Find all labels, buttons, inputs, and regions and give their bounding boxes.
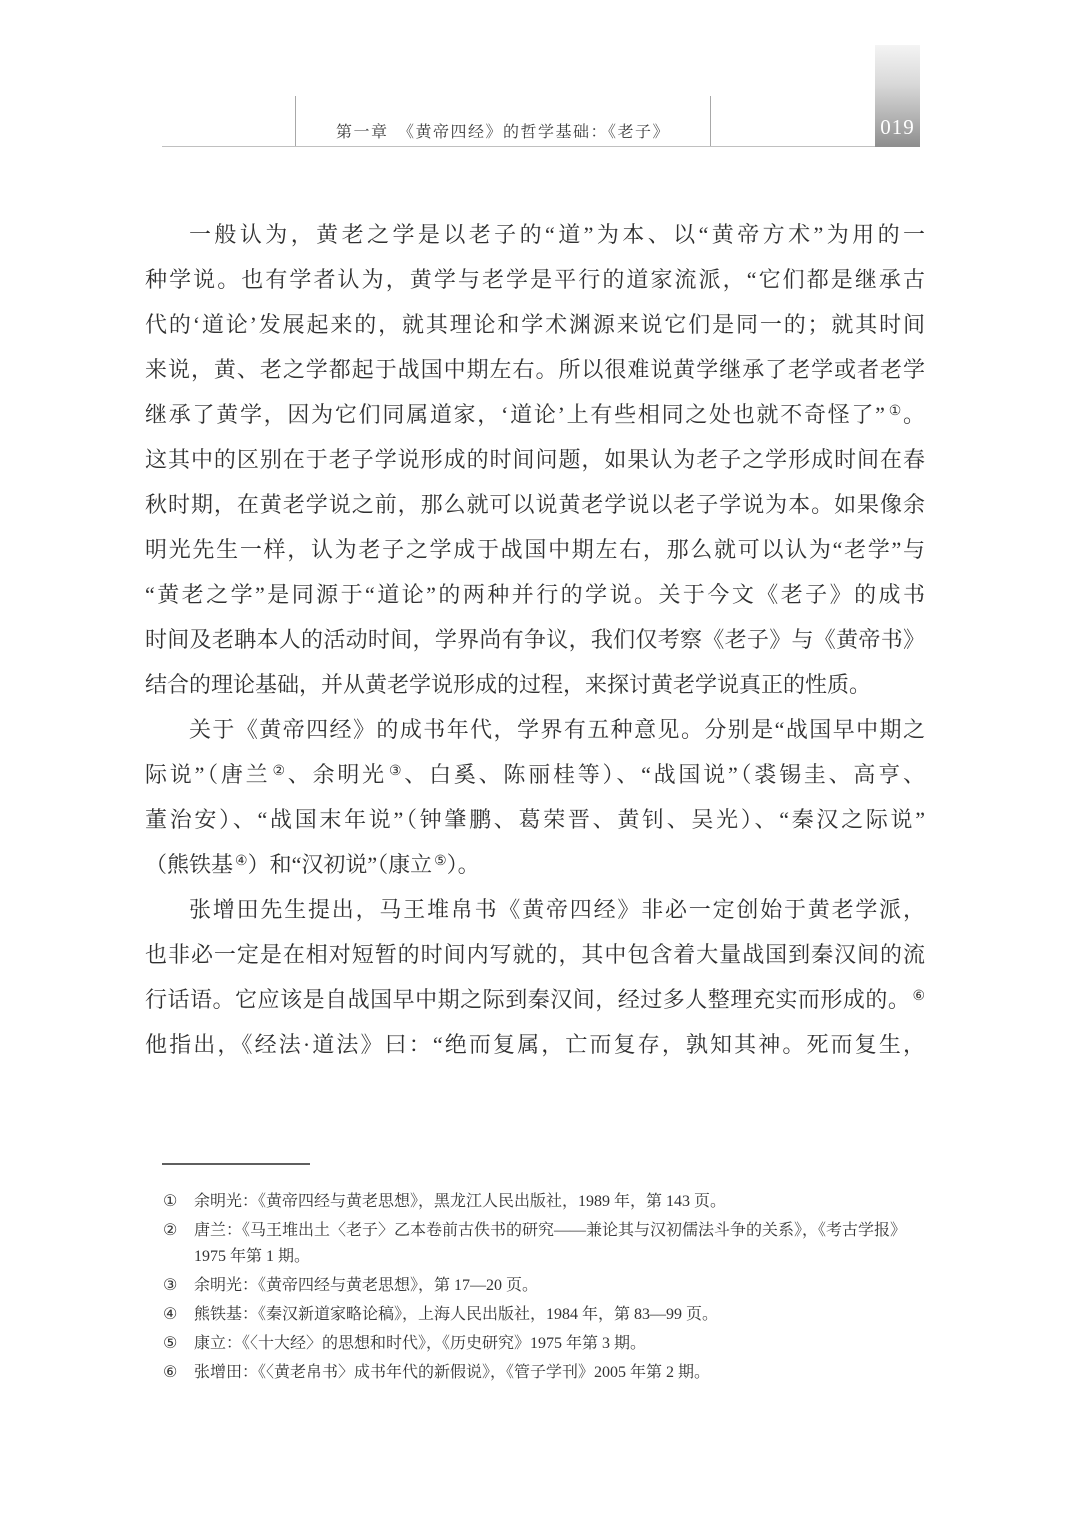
footnote-marker: ⑤: [163, 1335, 178, 1352]
page-number: 019: [880, 115, 915, 139]
body-line: 继承了黄学，因为它们同属道家，‘道论’上有些相同之处也就不奇怪了” ①。: [145, 402, 925, 427]
footnote-item: [163, 1218, 935, 1270]
footnote-ref: ①: [886, 404, 903, 419]
footnote-marker: ①: [163, 1193, 178, 1210]
body-line: 行话语。它应该是自战国早中期之际到秦汉间，经过多人整理充实而形成的。 ⑥: [145, 987, 925, 1012]
footnote-marker: ②: [163, 1222, 178, 1239]
body-line: “黄老之学”是同源于“道论”的两种并行的学说。关于今文《老子》的成书: [145, 582, 925, 607]
body-paragraph: [145, 212, 925, 707]
header-rule: [162, 146, 875, 147]
footnote-divider: [162, 1163, 310, 1165]
body-line: （熊铁基 ④）和“汉初说”（康立 ⑤）。: [145, 852, 480, 877]
body-line: 一般认为，黄老之学是以老子的“道”为本、以“黄帝方术”为用的一: [189, 222, 925, 247]
footnote-marker: ④: [163, 1306, 178, 1323]
body-text: [145, 212, 925, 1067]
footnote-item: [163, 1189, 935, 1215]
footnote-text: [194, 1273, 538, 1299]
body-line: 时间及老聃本人的活动时间，学界尚有争议，我们仅考察《老子》与《黄帝书》: [145, 627, 925, 652]
footnote-item: [163, 1331, 935, 1357]
footnote-ref: ⑤: [434, 854, 447, 869]
body-line: 明光先生一样，认为老子之学成于战国中期左右，那么就可以认为“老学”与: [145, 537, 925, 562]
body-line: 董治安）、“战国末年说”（钟肇鹏、葛荣晋、黄钊、吴光）、“秦汉之际说”: [145, 807, 925, 832]
body-paragraph: [145, 887, 925, 1067]
footnote-line: 张增田：《〈黄老帛书〉成书年代的新假说》，《管子学刊》2005 年第 2 期。: [194, 1364, 711, 1381]
footnote-item: [163, 1273, 935, 1299]
body-line: 代的‘道论’发展起来的，就其理论和学术渊源来说它们是同一的；就其时间: [145, 312, 925, 337]
footnote-item: [163, 1360, 935, 1386]
body-line: 这其中的区别在于老子学说形成的时间问题，如果认为老子之学形成时间在春: [145, 447, 925, 472]
body-line: 也非必一定是在相对短暂的时间内写就的，其中包含着大量战国到秦汉间的流: [145, 942, 925, 967]
footnote-line: 余明光：《黄帝四经与黄老思想》，第 17—20 页。: [194, 1277, 539, 1294]
footnote-ref: ⑥: [912, 989, 925, 1004]
footnote-ref: ③: [388, 764, 405, 779]
footnote-marker: ⑥: [163, 1364, 178, 1381]
footnote-line: 余明光：《黄帝四经与黄老思想》，黑龙江人民出版社，1989 年，第 143 页。: [194, 1193, 727, 1210]
footnote-text: [194, 1218, 906, 1270]
footnote-ref: ④: [235, 854, 248, 869]
footnote-marker: ③: [163, 1277, 178, 1294]
footnote-text: [194, 1302, 718, 1328]
header-vline-right: [710, 96, 711, 146]
page-number-badge: [875, 45, 920, 147]
body-line: 际说”（唐兰 ②、余明光 ③、白奚、陈丽桂等）、“战国说”（裘锡圭、高亨、: [145, 762, 925, 787]
body-line: 来说，黄、老之学都起于战国中期左右。所以很难说黄学继承了老学或者老学: [145, 357, 925, 382]
footnote-text: [194, 1360, 710, 1386]
body-paragraph: [145, 707, 925, 887]
footnote-line: 唐兰：《马王堆出土〈老子〉乙本卷前古佚书的研究——兼论其与汉初儒法斗争的关系》，《考古学报》: [194, 1222, 907, 1239]
footnote-text: [194, 1331, 646, 1357]
body-line: 他指出，《经法·道法》曰：“绝而复属，亡而复存，孰知其神。死而复生，: [145, 1032, 925, 1057]
body-line: 秋时期，在黄老学说之前，那么就可以说黄老学说以老子学说为本。如果像余: [145, 492, 925, 517]
body-line: 张增田先生提出，马王堆帛书《黄帝四经》非必一定创始于黄老学派，: [189, 897, 925, 922]
footnote-line: 康立：《〈十大经〉的思想和时代》，《历史研究》1975 年第 3 期。: [194, 1335, 647, 1352]
footnote-item: [163, 1302, 935, 1328]
footnote-list: [163, 1189, 935, 1389]
footnote-text: [194, 1189, 726, 1215]
footnote-line: 熊铁基：《秦汉新道家略论稿》，上海人民出版社，1984 年，第 83—99 页。: [194, 1306, 719, 1323]
body-line: 结合的理论基础，并从黄老学说形成的过程，来探讨黄老学说真正的性质。: [145, 672, 872, 697]
body-line: 种学说。也有学者认为，黄学与老学是平行的道家流派，“它们都是继承古: [145, 267, 925, 292]
footnote-ref: ②: [272, 764, 288, 779]
chapter-title: 第一章 《黄帝四经》的哲学基础：《老子》: [335, 124, 670, 141]
body-line: 关于《黄帝四经》的成书年代，学界有五种意见。分别是“战国早中期之: [189, 717, 925, 742]
footnote-line: 1975 年第 1 期。: [194, 1248, 311, 1265]
